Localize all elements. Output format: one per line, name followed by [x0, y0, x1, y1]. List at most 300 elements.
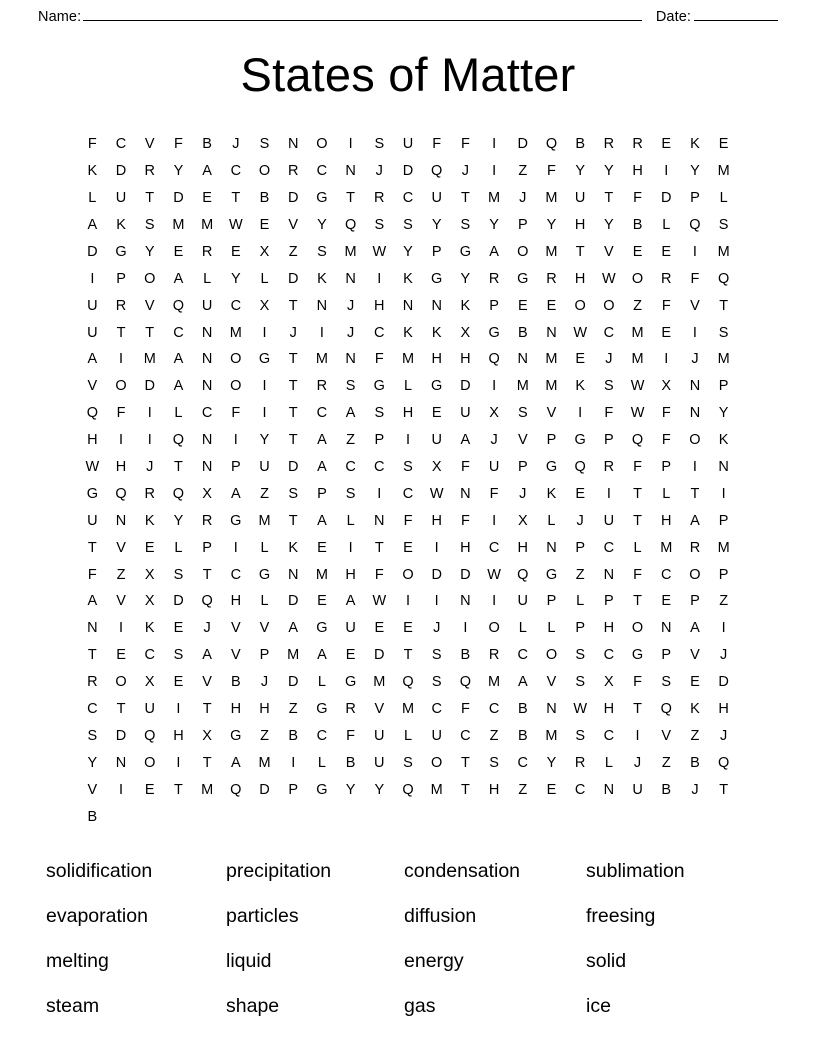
grid-letter[interactable]: S [575, 674, 585, 691]
grid-letter[interactable]: O [402, 566, 414, 583]
grid-letter[interactable]: M [143, 351, 156, 368]
grid-letter[interactable]: E [575, 351, 585, 368]
grid-letter[interactable]: P [374, 432, 385, 449]
grid-letter[interactable]: F [661, 297, 671, 314]
grid-letter[interactable]: G [459, 243, 472, 260]
grid-letter[interactable]: N [287, 136, 299, 153]
grid-letter[interactable]: C [316, 163, 328, 180]
grid-letter[interactable]: J [461, 163, 469, 180]
grid-letter[interactable]: V [546, 405, 557, 422]
grid-letter[interactable]: J [576, 512, 584, 529]
grid-letter[interactable]: D [287, 593, 299, 610]
grid-letter[interactable]: A [690, 620, 700, 637]
word-list-item[interactable]: energy [404, 950, 464, 973]
grid-letter[interactable]: D [661, 190, 672, 207]
grid-letter[interactable]: X [460, 324, 471, 341]
word-list-item[interactable]: precipitation [226, 860, 332, 883]
grid-letter[interactable]: E [546, 781, 557, 798]
grid-letter[interactable]: D [517, 136, 529, 153]
grid-letter[interactable]: X [489, 405, 499, 422]
grid-letter[interactable]: I [405, 593, 410, 610]
grid-letter[interactable]: M [516, 378, 529, 395]
grid-letter[interactable]: H [632, 163, 643, 180]
grid-letter[interactable]: S [345, 485, 356, 502]
grid-letter[interactable]: Z [116, 566, 126, 583]
grid-letter[interactable]: E [173, 674, 184, 691]
grid-letter[interactable]: G [230, 512, 242, 529]
grid-letter[interactable]: T [288, 432, 298, 449]
grid-letter[interactable]: P [718, 566, 729, 583]
grid-letter[interactable]: I [319, 324, 324, 341]
grid-letter[interactable]: S [460, 217, 471, 234]
grid-letter[interactable]: H [173, 727, 184, 744]
grid-letter[interactable]: F [633, 674, 642, 691]
grid-letter[interactable]: I [377, 485, 382, 502]
grid-letter[interactable]: V [230, 620, 241, 637]
grid-letter[interactable]: T [174, 459, 183, 476]
grid-letter[interactable]: I [119, 351, 124, 368]
grid-letter[interactable]: A [517, 674, 528, 691]
grid-letter[interactable]: M [660, 539, 673, 556]
grid-letter[interactable]: E [374, 620, 385, 637]
grid-letter[interactable]: O [316, 136, 328, 153]
grid-letter[interactable]: M [344, 243, 357, 260]
grid-letter[interactable]: L [174, 539, 183, 556]
grid-letter[interactable]: I [578, 405, 583, 422]
grid-letter[interactable]: Y [575, 163, 585, 180]
grid-letter[interactable]: C [661, 566, 672, 583]
grid-letter[interactable]: O [631, 620, 644, 637]
grid-letter[interactable]: U [488, 459, 500, 476]
grid-letter[interactable]: B [690, 754, 700, 771]
grid-letter[interactable]: A [317, 647, 327, 664]
grid-letter[interactable]: O [230, 351, 242, 368]
grid-letter[interactable]: I [692, 324, 697, 341]
grid-letter[interactable]: H [345, 566, 356, 583]
grid-letter[interactable]: D [287, 674, 299, 691]
grid-letter[interactable]: U [374, 754, 385, 771]
grid-letter[interactable]: R [546, 270, 557, 287]
grid-letter[interactable]: R [632, 136, 643, 153]
grid-letter[interactable]: B [288, 727, 299, 744]
grid-letter[interactable]: M [258, 754, 271, 771]
grid-letter[interactable]: K [546, 485, 557, 502]
grid-letter[interactable]: T [346, 190, 356, 207]
grid-letter[interactable]: E [690, 674, 700, 691]
grid-letter[interactable]: G [115, 243, 127, 260]
grid-letter[interactable]: M [401, 701, 415, 718]
grid-letter[interactable]: T [460, 781, 470, 798]
grid-letter[interactable]: Z [346, 432, 356, 449]
grid-letter[interactable]: T [719, 781, 729, 798]
grid-letter[interactable]: O [574, 297, 586, 314]
grid-letter[interactable]: M [545, 727, 558, 744]
grid-letter[interactable]: N [718, 459, 729, 476]
grid-letter[interactable]: J [691, 781, 699, 798]
grid-letter[interactable]: X [144, 593, 155, 610]
grid-letter[interactable]: T [604, 190, 614, 207]
grid-letter[interactable]: E [173, 243, 184, 260]
grid-letter[interactable]: M [315, 351, 328, 368]
grid-letter[interactable]: R [603, 459, 615, 476]
grid-letter[interactable]: L [260, 270, 269, 287]
grid-letter[interactable]: A [489, 243, 499, 260]
grid-letter[interactable]: L [317, 754, 326, 771]
grid-letter[interactable]: J [260, 674, 269, 691]
grid-letter[interactable]: V [661, 727, 672, 744]
grid-letter[interactable]: U [87, 297, 98, 314]
grid-letter[interactable]: I [262, 324, 267, 341]
grid-letter[interactable]: L [633, 539, 642, 556]
grid-letter[interactable]: V [690, 297, 700, 314]
grid-letter[interactable]: I [692, 459, 697, 476]
grid-letter[interactable]: B [517, 701, 528, 718]
grid-letter[interactable]: U [259, 459, 270, 476]
grid-letter[interactable]: Y [403, 243, 413, 260]
grid-letter[interactable]: W [429, 485, 444, 502]
grid-letter[interactable]: F [690, 270, 700, 287]
grid-letter[interactable]: A [288, 620, 299, 637]
grid-letter[interactable]: B [87, 808, 98, 825]
grid-letter[interactable]: E [661, 243, 672, 260]
grid-letter[interactable]: I [463, 620, 468, 637]
grid-letter[interactable]: O [689, 566, 701, 583]
grid-letter[interactable]: H [603, 701, 615, 718]
grid-letter[interactable]: Z [575, 566, 585, 583]
name-write-line[interactable] [83, 8, 642, 21]
grid-letter[interactable]: C [574, 781, 586, 798]
grid-letter[interactable]: H [87, 432, 98, 449]
grid-letter[interactable]: F [432, 136, 442, 153]
grid-letter[interactable]: H [488, 781, 500, 798]
grid-letter[interactable]: T [690, 485, 700, 502]
grid-letter[interactable]: W [573, 324, 587, 341]
grid-letter[interactable]: O [258, 163, 271, 180]
grid-letter[interactable]: K [116, 217, 126, 234]
grid-letter[interactable]: N [546, 701, 557, 718]
grid-letter[interactable]: E [403, 620, 413, 637]
grid-letter[interactable]: W [602, 270, 616, 287]
grid-letter[interactable]: I [176, 701, 181, 718]
grid-letter[interactable]: J [519, 485, 527, 502]
grid-letter[interactable]: Q [402, 674, 414, 691]
grid-letter[interactable]: J [146, 459, 154, 476]
grid-letter[interactable]: A [317, 512, 327, 529]
grid-letter[interactable]: Y [546, 754, 557, 771]
grid-letter[interactable]: N [115, 754, 127, 771]
grid-letter[interactable]: D [287, 459, 299, 476]
grid-letter[interactable]: Z [661, 754, 671, 771]
grid-letter[interactable]: H [115, 459, 127, 476]
grid-letter[interactable]: L [174, 405, 183, 422]
grid-letter[interactable]: L [662, 217, 671, 234]
grid-letter[interactable]: S [317, 243, 327, 260]
grid-letter[interactable]: P [431, 243, 442, 260]
grid-letter[interactable]: S [173, 647, 184, 664]
grid-letter[interactable]: N [201, 324, 213, 341]
grid-letter[interactable]: C [374, 324, 385, 341]
grid-letter[interactable]: F [87, 566, 97, 583]
grid-letter[interactable]: C [316, 405, 328, 422]
grid-letter[interactable]: V [144, 297, 155, 314]
grid-letter[interactable]: G [316, 701, 328, 718]
grid-letter[interactable]: K [144, 512, 155, 529]
grid-letter[interactable]: E [317, 593, 327, 610]
grid-letter[interactable]: L [719, 190, 728, 207]
grid-letter[interactable]: G [545, 566, 558, 583]
grid-letter[interactable]: Q [172, 485, 185, 502]
grid-letter[interactable]: S [259, 136, 270, 153]
grid-letter[interactable]: D [173, 593, 184, 610]
grid-letter[interactable]: T [202, 754, 212, 771]
grid-letter[interactable]: M [545, 378, 558, 395]
grid-letter[interactable]: S [517, 405, 528, 422]
grid-letter[interactable]: S [604, 378, 614, 395]
grid-letter[interactable]: C [431, 701, 442, 718]
grid-letter[interactable]: S [345, 378, 356, 395]
grid-letter[interactable]: C [603, 727, 615, 744]
grid-letter[interactable]: C [460, 727, 471, 744]
grid-letter[interactable]: T [403, 647, 413, 664]
grid-letter[interactable]: A [173, 270, 184, 287]
grid-letter[interactable]: C [517, 647, 529, 664]
grid-letter[interactable]: Q [230, 781, 242, 798]
grid-letter[interactable]: N [689, 378, 701, 395]
grid-letter[interactable]: I [147, 405, 152, 422]
grid-letter[interactable]: I [119, 620, 124, 637]
grid-letter[interactable]: C [230, 297, 242, 314]
grid-letter[interactable]: W [372, 593, 387, 610]
grid-letter[interactable]: V [517, 432, 528, 449]
grid-letter[interactable]: B [202, 136, 212, 153]
date-write-line[interactable] [694, 8, 778, 21]
grid-letter[interactable]: F [661, 405, 671, 422]
grid-letter[interactable]: C [144, 647, 155, 664]
grid-letter[interactable]: J [691, 351, 699, 368]
grid-letter[interactable]: M [373, 674, 386, 691]
grid-letter[interactable]: E [144, 539, 155, 556]
grid-letter[interactable]: U [431, 727, 442, 744]
grid-letter[interactable]: F [604, 405, 614, 422]
grid-letter[interactable]: A [173, 351, 184, 368]
grid-letter[interactable]: F [547, 163, 556, 180]
grid-letter[interactable]: V [374, 701, 385, 718]
grid-letter[interactable]: K [431, 324, 442, 341]
grid-letter[interactable]: P [288, 781, 299, 798]
grid-letter[interactable]: S [374, 136, 385, 153]
grid-letter[interactable]: Q [402, 781, 414, 798]
grid-letter[interactable]: S [718, 324, 729, 341]
grid-letter[interactable]: I [348, 136, 353, 153]
word-list-item[interactable]: diffusion [404, 905, 477, 928]
grid-letter[interactable]: L [88, 190, 97, 207]
grid-letter[interactable]: T [633, 485, 642, 502]
grid-letter[interactable]: Q [517, 566, 529, 583]
grid-letter[interactable]: N [201, 378, 213, 395]
grid-letter[interactable]: P [690, 593, 700, 610]
grid-letter[interactable]: F [403, 512, 413, 529]
grid-letter[interactable]: U [144, 701, 155, 718]
grid-letter[interactable]: A [202, 163, 212, 180]
grid-letter[interactable]: P [546, 593, 557, 610]
grid-letter[interactable]: R [115, 297, 127, 314]
grid-letter[interactable]: C [603, 324, 615, 341]
grid-letter[interactable]: G [431, 270, 443, 287]
grid-letter[interactable]: T [87, 647, 97, 664]
grid-letter[interactable]: S [144, 217, 155, 234]
grid-letter[interactable]: Q [459, 674, 472, 691]
grid-letter[interactable]: N [201, 459, 213, 476]
grid-letter[interactable]: R [488, 647, 500, 664]
grid-letter[interactable]: U [460, 405, 471, 422]
grid-letter[interactable]: F [489, 485, 499, 502]
grid-letter[interactable]: H [460, 351, 471, 368]
grid-letter[interactable]: R [689, 539, 701, 556]
grid-letter[interactable]: M [631, 351, 644, 368]
grid-letter[interactable]: X [144, 566, 155, 583]
grid-letter[interactable]: G [316, 190, 328, 207]
grid-letter[interactable]: V [546, 674, 557, 691]
grid-letter[interactable]: D [144, 378, 155, 395]
grid-letter[interactable]: J [346, 297, 355, 314]
grid-letter[interactable]: O [545, 647, 558, 664]
grid-letter[interactable]: F [661, 432, 671, 449]
grid-letter[interactable]: C [488, 539, 500, 556]
grid-letter[interactable]: H [460, 539, 471, 556]
grid-letter[interactable]: G [431, 378, 443, 395]
grid-letter[interactable]: I [492, 136, 497, 153]
word-list-item[interactable]: gas [404, 995, 436, 1018]
grid-letter[interactable]: R [316, 378, 328, 395]
grid-letter[interactable]: P [517, 459, 528, 476]
grid-letter[interactable]: Y [546, 217, 557, 234]
grid-letter[interactable]: T [288, 378, 298, 395]
word-search-grid[interactable] [78, 137, 738, 824]
grid-letter[interactable]: N [517, 351, 529, 368]
grid-letter[interactable]: X [517, 512, 528, 529]
grid-letter[interactable]: I [233, 432, 238, 449]
grid-letter[interactable]: D [115, 163, 127, 180]
grid-letter[interactable]: N [87, 620, 98, 637]
grid-letter[interactable]: I [492, 593, 497, 610]
grid-letter[interactable]: L [604, 754, 613, 771]
grid-letter[interactable]: R [345, 701, 356, 718]
grid-letter[interactable]: B [575, 136, 585, 153]
grid-letter[interactable]: Y [173, 163, 184, 180]
grid-letter[interactable]: C [230, 566, 242, 583]
grid-letter[interactable]: Z [288, 243, 298, 260]
grid-letter[interactable]: W [487, 566, 501, 583]
grid-letter[interactable]: Q [574, 459, 586, 476]
grid-letter[interactable]: Q [545, 136, 558, 153]
grid-letter[interactable]: T [374, 539, 384, 556]
grid-letter[interactable]: E [230, 243, 241, 260]
grid-letter[interactable]: N [689, 405, 701, 422]
grid-letter[interactable]: P [604, 593, 614, 610]
grid-letter[interactable]: G [545, 459, 558, 476]
grid-letter[interactable]: T [87, 539, 97, 556]
grid-letter[interactable]: T [202, 701, 212, 718]
word-list-item[interactable]: freesing [586, 905, 656, 928]
grid-letter[interactable]: F [116, 405, 126, 422]
grid-letter[interactable]: M [287, 647, 300, 664]
grid-letter[interactable]: K [403, 324, 413, 341]
grid-letter[interactable]: T [460, 754, 470, 771]
grid-letter[interactable]: Q [115, 485, 127, 502]
grid-letter[interactable]: V [116, 539, 126, 556]
grid-letter[interactable]: T [202, 566, 212, 583]
grid-letter[interactable]: M [545, 190, 558, 207]
grid-letter[interactable]: K [317, 270, 327, 287]
grid-letter[interactable]: J [375, 163, 383, 180]
grid-letter[interactable]: U [603, 512, 615, 529]
grid-letter[interactable]: J [633, 754, 642, 771]
grid-letter[interactable]: S [575, 647, 585, 664]
grid-letter[interactable]: L [547, 620, 556, 637]
grid-letter[interactable]: M [631, 324, 644, 341]
grid-letter[interactable]: Y [259, 432, 270, 449]
grid-letter[interactable]: B [517, 324, 528, 341]
grid-letter[interactable]: C [115, 136, 127, 153]
grid-letter[interactable]: E [345, 647, 356, 664]
grid-letter[interactable]: R [374, 190, 385, 207]
grid-letter[interactable]: R [87, 674, 98, 691]
grid-letter[interactable]: G [258, 351, 271, 368]
grid-letter[interactable]: H [517, 539, 529, 556]
grid-letter[interactable]: F [174, 136, 183, 153]
grid-letter[interactable]: R [574, 754, 586, 771]
grid-letter[interactable]: Z [633, 297, 642, 314]
grid-letter[interactable]: B [259, 190, 270, 207]
grid-letter[interactable]: E [116, 647, 126, 664]
grid-letter[interactable]: H [374, 297, 385, 314]
grid-letter[interactable]: T [145, 190, 155, 207]
grid-letter[interactable]: P [575, 620, 585, 637]
word-list-item[interactable]: liquid [226, 950, 272, 973]
grid-letter[interactable]: I [262, 405, 267, 422]
grid-letter[interactable]: F [460, 136, 470, 153]
grid-letter[interactable]: N [546, 324, 557, 341]
grid-letter[interactable]: G [574, 432, 586, 449]
grid-letter[interactable]: L [317, 674, 326, 691]
grid-letter[interactable]: C [87, 701, 98, 718]
grid-letter[interactable]: D [431, 566, 442, 583]
grid-letter[interactable]: T [633, 701, 642, 718]
grid-letter[interactable]: T [116, 701, 126, 718]
grid-letter[interactable]: T [288, 405, 298, 422]
grid-letter[interactable]: J [232, 136, 240, 153]
grid-letter[interactable]: N [287, 566, 299, 583]
grid-letter[interactable]: K [403, 270, 413, 287]
grid-letter[interactable]: U [87, 512, 98, 529]
grid-letter[interactable]: Y [345, 781, 356, 798]
grid-letter[interactable]: F [346, 727, 356, 744]
grid-letter[interactable]: N [661, 620, 672, 637]
grid-letter[interactable]: V [87, 378, 98, 395]
grid-letter[interactable]: K [144, 620, 155, 637]
grid-letter[interactable]: X [259, 243, 270, 260]
grid-letter[interactable]: V [230, 647, 241, 664]
grid-letter[interactable]: S [489, 754, 499, 771]
grid-letter[interactable]: C [201, 405, 213, 422]
grid-letter[interactable]: C [603, 539, 615, 556]
grid-letter[interactable]: P [317, 485, 327, 502]
grid-letter[interactable]: T [288, 512, 298, 529]
grid-letter[interactable]: Y [460, 270, 471, 287]
grid-letter[interactable]: V [116, 593, 126, 610]
grid-letter[interactable]: K [690, 136, 700, 153]
grid-letter[interactable]: H [661, 512, 672, 529]
